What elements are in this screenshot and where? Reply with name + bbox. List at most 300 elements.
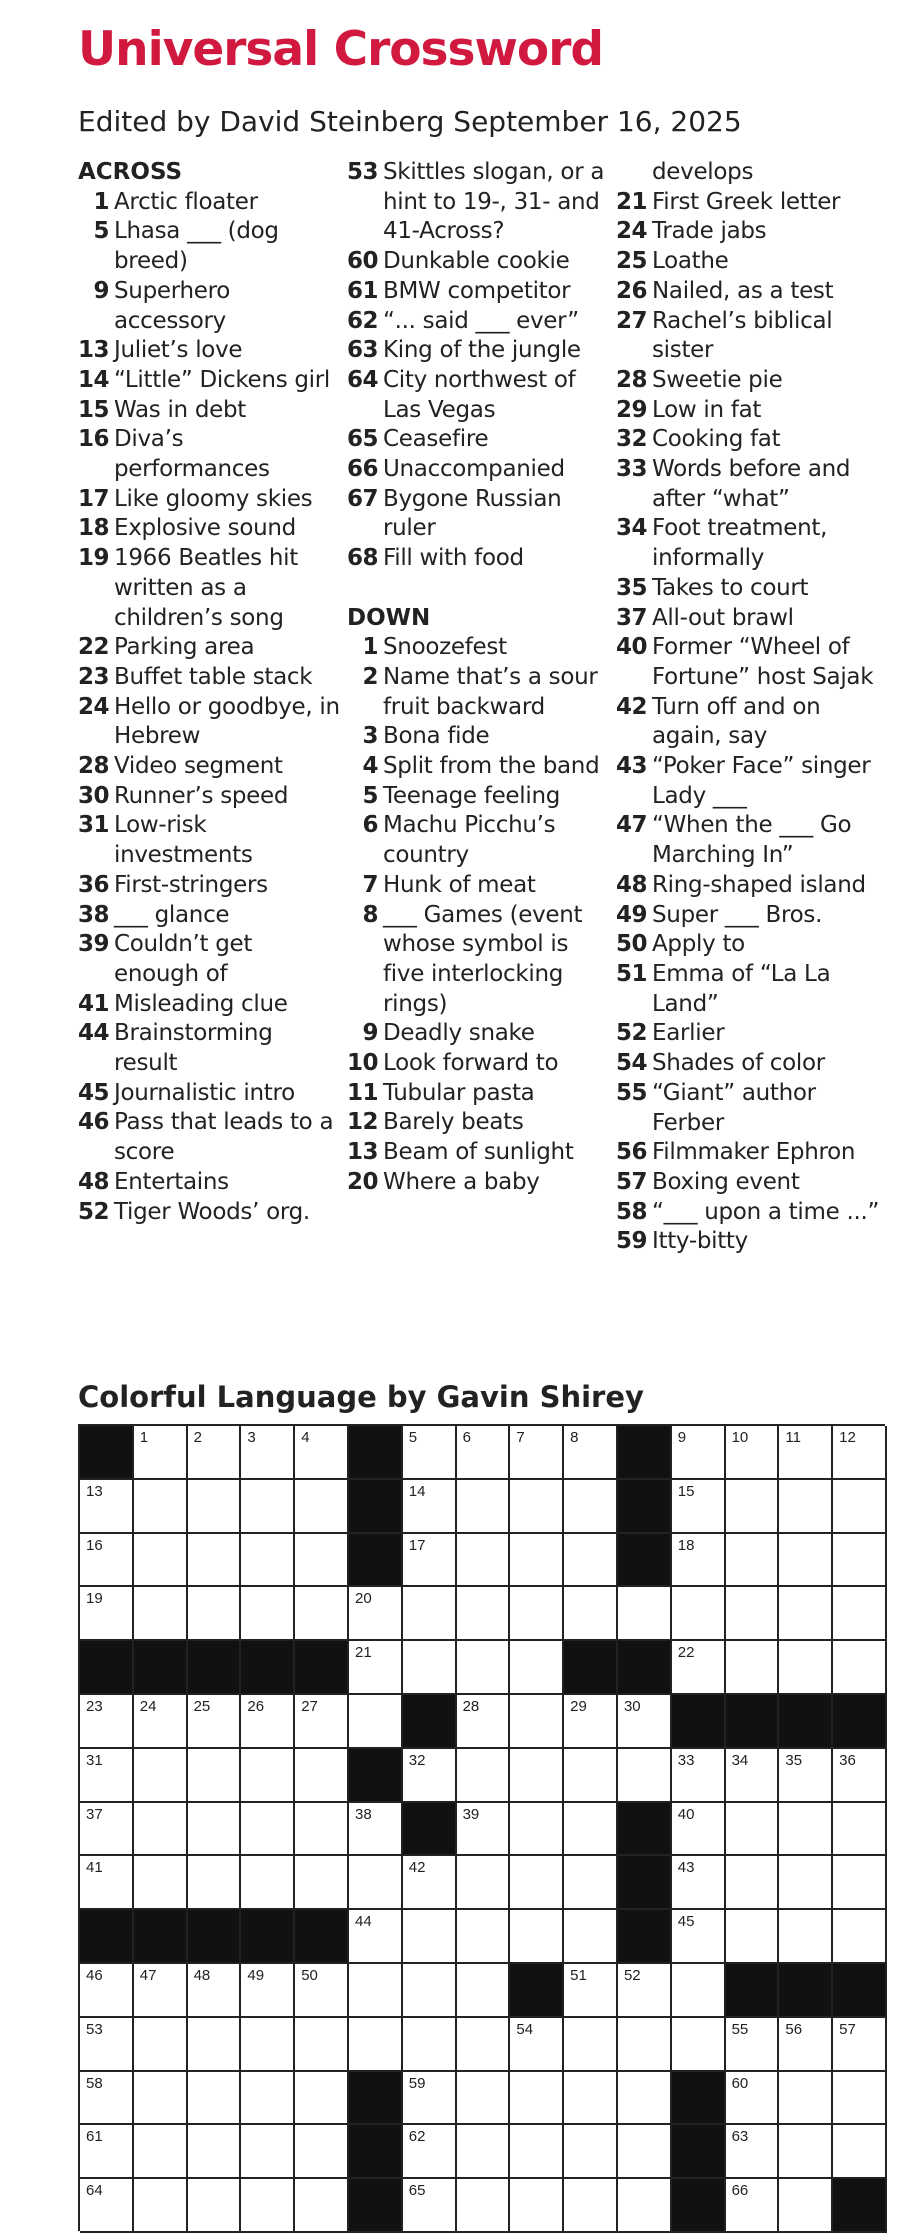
clue-number: 51 — [616, 960, 648, 987]
grid-cell[interactable] — [457, 2018, 511, 2072]
grid-cell[interactable] — [726, 2018, 780, 2072]
down-clue-4[interactable] — [347, 752, 610, 782]
grid-cell[interactable] — [564, 2179, 618, 2233]
clue-number: 34 — [616, 515, 648, 542]
grid-cell[interactable] — [241, 2018, 295, 2072]
across-clue-60[interactable] — [347, 247, 610, 277]
grid-cell[interactable] — [80, 1534, 134, 1588]
across-clue-67[interactable] — [347, 485, 610, 544]
grid-cell[interactable] — [80, 2125, 134, 2179]
grid-cell[interactable] — [618, 1587, 672, 1641]
down-clue-10[interactable] — [347, 1049, 610, 1079]
clue-number: 25 — [616, 248, 648, 275]
clue-text: Explosive sound — [114, 515, 296, 542]
down-clue-57[interactable] — [616, 1168, 886, 1198]
down-heading: DOWN — [347, 604, 431, 631]
across-clue-17[interactable] — [78, 485, 340, 515]
grid-cell[interactable] — [833, 1534, 887, 1588]
down-clue-25[interactable] — [616, 247, 886, 277]
clue-text: Arctic floater — [114, 188, 258, 215]
grid-cell[interactable] — [833, 1803, 887, 1857]
grid-cell[interactable] — [672, 1426, 726, 1480]
down-clue-58[interactable] — [616, 1198, 886, 1228]
down-clue-24[interactable] — [616, 217, 886, 247]
grid-cell[interactable] — [510, 1534, 564, 1588]
down-clue-47[interactable] — [616, 811, 886, 870]
clue-number: 59 — [616, 1228, 648, 1255]
grid-cell[interactable] — [134, 1480, 188, 1534]
grid-cell[interactable] — [672, 1534, 726, 1588]
grid-cell[interactable] — [188, 1587, 242, 1641]
across-clue-61[interactable] — [347, 277, 610, 307]
across-clue-65[interactable] — [347, 425, 610, 455]
down-clue-9[interactable] — [347, 1019, 610, 1049]
clue-text: Nailed, as a test — [652, 277, 834, 304]
clue-text: Hunk of meat — [383, 871, 536, 898]
across-clue-46[interactable] — [78, 1108, 340, 1167]
grid-cell[interactable] — [833, 1641, 887, 1695]
grid-cell[interactable] — [779, 1856, 833, 1910]
grid-cell[interactable] — [188, 1534, 242, 1588]
grid-cell[interactable] — [457, 1749, 511, 1803]
grid-cell[interactable] — [134, 1856, 188, 1910]
grid-cell[interactable] — [564, 1587, 618, 1641]
grid-cell[interactable] — [295, 2179, 349, 2233]
grid-cell[interactable] — [403, 1856, 457, 1910]
down-clue-1[interactable] — [347, 633, 610, 663]
clue-number: 8 — [362, 901, 378, 928]
down-clue-13[interactable] — [347, 1138, 610, 1168]
across-clue-28[interactable] — [78, 752, 340, 782]
clue-text: Apply to — [652, 931, 745, 958]
grid-cell[interactable] — [134, 1749, 188, 1803]
cell-number: 37 — [86, 1805, 103, 1823]
grid-cell[interactable] — [510, 1641, 564, 1695]
grid-cell[interactable] — [564, 1480, 618, 1534]
grid-cell[interactable] — [564, 2018, 618, 2072]
across-clue-13[interactable] — [78, 336, 340, 366]
grid-cell[interactable] — [403, 2018, 457, 2072]
across-clue-38[interactable] — [78, 901, 340, 931]
grid-cell[interactable] — [295, 1587, 349, 1641]
across-clue-62[interactable] — [347, 307, 610, 337]
grid-cell[interactable] — [457, 2125, 511, 2179]
grid-cell[interactable] — [726, 1534, 780, 1588]
grid-cell[interactable] — [241, 1856, 295, 1910]
clue-number: 66 — [347, 456, 379, 483]
grid-cell[interactable] — [618, 2125, 672, 2179]
clue-number: 26 — [616, 277, 648, 304]
grid-cell[interactable] — [188, 1964, 242, 2018]
grid-cell[interactable] — [672, 1587, 726, 1641]
grid-cell[interactable] — [134, 1534, 188, 1588]
across-clue-9[interactable] — [78, 277, 340, 336]
cell-number: 58 — [86, 2074, 103, 2092]
grid-cell[interactable] — [779, 2018, 833, 2072]
down-clue-29[interactable] — [616, 396, 886, 426]
down-clue-50[interactable] — [616, 930, 886, 960]
grid-cell[interactable] — [134, 1803, 188, 1857]
down-clue-5[interactable] — [347, 782, 610, 812]
grid-cell[interactable] — [241, 2125, 295, 2179]
grid-cell[interactable] — [295, 1856, 349, 1910]
grid-cell[interactable] — [726, 1641, 780, 1695]
grid-cell[interactable] — [779, 1641, 833, 1695]
grid-cell[interactable] — [779, 1426, 833, 1480]
down-clue-51[interactable] — [616, 960, 886, 1019]
across-clue-16[interactable] — [78, 425, 340, 484]
grid-cell[interactable] — [564, 1695, 618, 1749]
grid-cell[interactable] — [779, 2179, 833, 2233]
grid-cell[interactable] — [134, 1695, 188, 1749]
grid-cell[interactable] — [241, 2072, 295, 2126]
grid-cell[interactable] — [510, 1480, 564, 1534]
grid-cell[interactable] — [564, 1856, 618, 1910]
down-clue-27[interactable] — [616, 307, 886, 366]
grid-cell[interactable] — [779, 1587, 833, 1641]
grid-cell[interactable] — [403, 1749, 457, 1803]
grid-cell[interactable] — [349, 2018, 403, 2072]
grid-block — [295, 1910, 349, 1964]
grid-cell[interactable] — [188, 1803, 242, 1857]
grid-cell[interactable] — [188, 2179, 242, 2233]
down-clue-54[interactable] — [616, 1049, 886, 1079]
grid-cell[interactable] — [80, 1480, 134, 1534]
down-clue-21[interactable] — [616, 188, 886, 218]
grid-block — [80, 1426, 134, 1480]
grid-cell[interactable] — [457, 2179, 511, 2233]
across-clue-53[interactable] — [347, 158, 610, 247]
grid-cell[interactable] — [349, 1641, 403, 1695]
grid-cell[interactable] — [457, 1641, 511, 1695]
grid-cell[interactable] — [779, 1803, 833, 1857]
grid-cell[interactable] — [188, 2018, 242, 2072]
grid-cell[interactable] — [833, 2072, 887, 2126]
down-clue-12[interactable] — [347, 1108, 610, 1138]
grid-cell[interactable] — [241, 1587, 295, 1641]
grid-cell[interactable] — [457, 1426, 511, 1480]
down-clue-59[interactable] — [616, 1227, 886, 1257]
down-clue-48[interactable] — [616, 871, 886, 901]
grid-cell[interactable] — [403, 2179, 457, 2233]
grid-cell[interactable] — [618, 1695, 672, 1749]
cell-number: 52 — [623, 1966, 641, 1984]
grid-cell[interactable] — [672, 1480, 726, 1534]
grid-cell[interactable] — [564, 2125, 618, 2179]
clue-text: “When the ___ Go Marching In” — [652, 812, 852, 869]
grid-cell[interactable] — [188, 1426, 242, 1480]
clue-number: 28 — [78, 753, 110, 780]
cell-number: 29 — [570, 1697, 587, 1715]
cell-number: 50 — [301, 1966, 318, 1984]
grid-cell[interactable] — [833, 1910, 887, 1964]
cell-number: 5 — [408, 1429, 418, 1446]
grid-cell[interactable] — [80, 1856, 134, 1910]
grid-cell[interactable] — [295, 2018, 349, 2072]
grid-cell[interactable] — [672, 1749, 726, 1803]
down-clue-6[interactable] — [347, 811, 610, 870]
grid-cell[interactable] — [564, 1426, 618, 1480]
across-clue-18[interactable] — [78, 514, 340, 544]
grid-cell[interactable] — [188, 1480, 242, 1534]
grid-cell[interactable] — [779, 1534, 833, 1588]
grid-cell[interactable] — [672, 1641, 726, 1695]
down-clue-37[interactable] — [616, 604, 886, 634]
grid-cell[interactable] — [457, 2072, 511, 2126]
grid-cell[interactable] — [241, 1964, 295, 2018]
grid-cell[interactable] — [726, 1803, 780, 1857]
grid-cell[interactable] — [295, 1534, 349, 1588]
down-clue-7[interactable] — [347, 871, 610, 901]
grid-cell[interactable] — [779, 2072, 833, 2126]
grid-cell[interactable] — [510, 1426, 564, 1480]
down-clue-56[interactable] — [616, 1138, 886, 1168]
grid-cell[interactable] — [241, 1480, 295, 1534]
grid-cell[interactable] — [403, 1910, 457, 1964]
grid-cell[interactable] — [403, 1641, 457, 1695]
grid-block — [188, 1910, 242, 1964]
grid-cell[interactable] — [833, 1856, 887, 1910]
clue-text: Parking area — [114, 634, 255, 661]
grid-cell[interactable] — [618, 1749, 672, 1803]
grid-cell[interactable] — [134, 2018, 188, 2072]
grid-cell[interactable] — [833, 2018, 887, 2072]
grid-cell[interactable] — [80, 2179, 134, 2233]
clue-number: 2 — [362, 663, 378, 690]
grid-cell[interactable] — [564, 1534, 618, 1588]
grid-cell[interactable] — [510, 1803, 564, 1857]
down-clue-3[interactable] — [347, 722, 610, 752]
grid-cell[interactable] — [618, 1964, 672, 2018]
grid-cell[interactable] — [241, 1534, 295, 1588]
grid-cell[interactable] — [241, 1803, 295, 1857]
grid-cell[interactable] — [295, 1749, 349, 1803]
grid-cell[interactable] — [134, 1964, 188, 2018]
grid-cell[interactable] — [403, 2072, 457, 2126]
grid-cell[interactable] — [564, 2072, 618, 2126]
down-clue-49[interactable] — [616, 901, 886, 931]
grid-cell[interactable] — [618, 2018, 672, 2072]
across-clue-19[interactable] — [78, 544, 340, 633]
across-clue-41[interactable] — [78, 990, 340, 1020]
across-clue-64[interactable] — [347, 366, 610, 425]
grid-cell[interactable] — [188, 1695, 242, 1749]
down-clue-40[interactable] — [616, 633, 886, 692]
down-clue-33[interactable] — [616, 455, 886, 514]
grid-cell[interactable] — [726, 1749, 780, 1803]
grid-cell[interactable] — [726, 1480, 780, 1534]
grid-cell[interactable] — [80, 2072, 134, 2126]
grid-cell[interactable] — [726, 2072, 780, 2126]
grid-cell[interactable] — [726, 2125, 780, 2179]
grid-cell[interactable] — [779, 1480, 833, 1534]
clue-number: 9 — [362, 1020, 378, 1047]
grid-cell[interactable] — [403, 1534, 457, 1588]
cell-number: 65 — [408, 2182, 426, 2200]
grid-cell[interactable] — [241, 1749, 295, 1803]
grid-cell[interactable] — [349, 1910, 403, 1964]
grid-cell[interactable] — [134, 1587, 188, 1641]
grid-cell[interactable] — [457, 1964, 511, 2018]
grid-cell[interactable] — [457, 1803, 511, 1857]
across-clue-63[interactable] — [347, 336, 610, 366]
clue-text: “___ upon a time ...” — [652, 1198, 880, 1225]
grid-block — [241, 1641, 295, 1695]
grid-cell[interactable] — [564, 1803, 618, 1857]
clue-text: Was in debt — [114, 396, 247, 423]
grid-cell[interactable] — [672, 2018, 726, 2072]
grid-cell[interactable] — [188, 2125, 242, 2179]
across-clue-48[interactable] — [78, 1168, 340, 1198]
grid-cell[interactable] — [726, 2179, 780, 2233]
grid-cell[interactable] — [564, 1964, 618, 2018]
grid-cell[interactable] — [188, 2072, 242, 2126]
grid-cell[interactable] — [779, 1910, 833, 1964]
down-clue-43[interactable] — [616, 752, 886, 811]
grid-cell[interactable] — [510, 1910, 564, 1964]
across-clue-36[interactable] — [78, 871, 340, 901]
down-clue-34[interactable] — [616, 514, 886, 573]
down-clue-26[interactable] — [616, 277, 886, 307]
down-clue-55[interactable] — [616, 1079, 886, 1138]
grid-cell[interactable] — [618, 2072, 672, 2126]
grid-cell[interactable] — [510, 1695, 564, 1749]
across-clue-31[interactable] — [78, 811, 340, 870]
grid-cell[interactable] — [188, 1749, 242, 1803]
grid-cell[interactable] — [510, 2179, 564, 2233]
grid-cell[interactable] — [833, 1587, 887, 1641]
grid-cell[interactable] — [295, 1480, 349, 1534]
grid-cell[interactable] — [672, 1964, 726, 2018]
grid-cell[interactable] — [510, 2018, 564, 2072]
grid-cell[interactable] — [295, 2125, 349, 2179]
across-clue-39[interactable] — [78, 930, 340, 989]
grid-cell[interactable] — [80, 1749, 134, 1803]
grid-cell[interactable] — [349, 1856, 403, 1910]
grid-cell[interactable] — [672, 1803, 726, 1857]
grid-cell[interactable] — [672, 1856, 726, 1910]
grid-cell[interactable] — [80, 1803, 134, 1857]
down-clue-8[interactable] — [347, 901, 610, 1020]
down-clue-28[interactable] — [616, 366, 886, 396]
grid-cell[interactable] — [833, 1426, 887, 1480]
across-clue-44[interactable] — [78, 1019, 340, 1078]
grid-cell[interactable] — [403, 1964, 457, 2018]
grid-cell[interactable] — [295, 1964, 349, 2018]
grid-cell[interactable] — [403, 1480, 457, 1534]
grid-cell[interactable] — [349, 1964, 403, 2018]
grid-cell[interactable] — [672, 1910, 726, 1964]
grid-cell[interactable] — [457, 1534, 511, 1588]
across-clue-23[interactable] — [78, 663, 340, 693]
across-clue-30[interactable] — [78, 782, 340, 812]
grid-cell[interactable] — [134, 2179, 188, 2233]
grid-cell[interactable] — [349, 1587, 403, 1641]
grid-cell[interactable] — [80, 1695, 134, 1749]
grid-cell[interactable] — [779, 1749, 833, 1803]
down-clue-32[interactable] — [616, 425, 886, 455]
grid-cell[interactable] — [295, 1695, 349, 1749]
grid-cell[interactable] — [403, 2125, 457, 2179]
grid-cell[interactable] — [403, 1426, 457, 1480]
grid-cell[interactable] — [457, 1480, 511, 1534]
grid-cell[interactable] — [833, 1480, 887, 1534]
grid-cell[interactable] — [241, 1695, 295, 1749]
grid-cell[interactable] — [349, 1695, 403, 1749]
down-clue-35[interactable] — [616, 574, 886, 604]
down-clue-20[interactable] — [347, 1168, 610, 1198]
grid-cell[interactable] — [134, 2125, 188, 2179]
grid-cell[interactable] — [833, 2125, 887, 2179]
grid-cell[interactable] — [80, 1964, 134, 2018]
across-clue-1[interactable] — [78, 188, 340, 218]
across-clue-66[interactable] — [347, 455, 610, 485]
grid-cell[interactable] — [779, 2125, 833, 2179]
clue-text: Filmmaker Ephron — [652, 1139, 856, 1166]
across-clue-5[interactable] — [78, 217, 340, 276]
across-clue-22[interactable] — [78, 633, 340, 663]
grid-cell[interactable] — [510, 1856, 564, 1910]
clue-text: “Giant” author Ferber — [652, 1079, 816, 1136]
down-clue-20-continued[interactable] — [616, 158, 886, 188]
grid-cell[interactable] — [80, 2018, 134, 2072]
grid-cell[interactable] — [618, 2179, 672, 2233]
across-clue-24[interactable] — [78, 693, 340, 752]
across-clue-52[interactable] — [78, 1198, 340, 1228]
grid-cell[interactable] — [564, 1910, 618, 1964]
grid-cell[interactable] — [134, 2072, 188, 2126]
grid-cell[interactable] — [457, 1856, 511, 1910]
grid-cell[interactable] — [403, 1587, 457, 1641]
across-clue-14[interactable] — [78, 366, 340, 396]
grid-cell[interactable] — [510, 1749, 564, 1803]
grid-cell[interactable] — [241, 1426, 295, 1480]
grid-cell[interactable] — [295, 1803, 349, 1857]
grid-cell[interactable] — [564, 1749, 618, 1803]
across-clue-45[interactable] — [78, 1079, 340, 1109]
grid-cell[interactable] — [134, 1426, 188, 1480]
grid-cell[interactable] — [833, 1749, 887, 1803]
cell-number: 55 — [731, 2020, 749, 2038]
grid-cell[interactable] — [726, 1426, 780, 1480]
clue-text: Diva’s performances — [114, 426, 270, 483]
grid-cell[interactable] — [457, 1695, 511, 1749]
down-clue-2[interactable] — [347, 663, 610, 722]
grid-cell[interactable] — [510, 1587, 564, 1641]
clue-text: Words before and after “what” — [652, 456, 851, 512]
grid-cell[interactable] — [80, 1587, 134, 1641]
grid-cell[interactable] — [510, 2072, 564, 2126]
grid-block — [779, 1695, 833, 1749]
grid-cell[interactable] — [349, 1803, 403, 1857]
across-clue-15[interactable] — [78, 396, 340, 426]
down-clue-42[interactable] — [616, 693, 886, 752]
across-clue-68[interactable] — [347, 544, 610, 574]
down-clue-52[interactable] — [616, 1019, 886, 1049]
grid-cell[interactable] — [241, 2179, 295, 2233]
grid-cell[interactable] — [188, 1856, 242, 1910]
grid-cell[interactable] — [295, 2072, 349, 2126]
clue-text: “Little” Dickens girl — [114, 366, 331, 393]
grid-cell[interactable] — [457, 1910, 511, 1964]
grid-cell[interactable] — [726, 1910, 780, 1964]
grid-cell[interactable] — [726, 1587, 780, 1641]
grid-cell[interactable] — [726, 1856, 780, 1910]
grid-cell[interactable] — [295, 1426, 349, 1480]
down-clue-11[interactable] — [347, 1079, 610, 1109]
grid-cell[interactable] — [457, 1587, 511, 1641]
grid-cell[interactable] — [510, 2125, 564, 2179]
